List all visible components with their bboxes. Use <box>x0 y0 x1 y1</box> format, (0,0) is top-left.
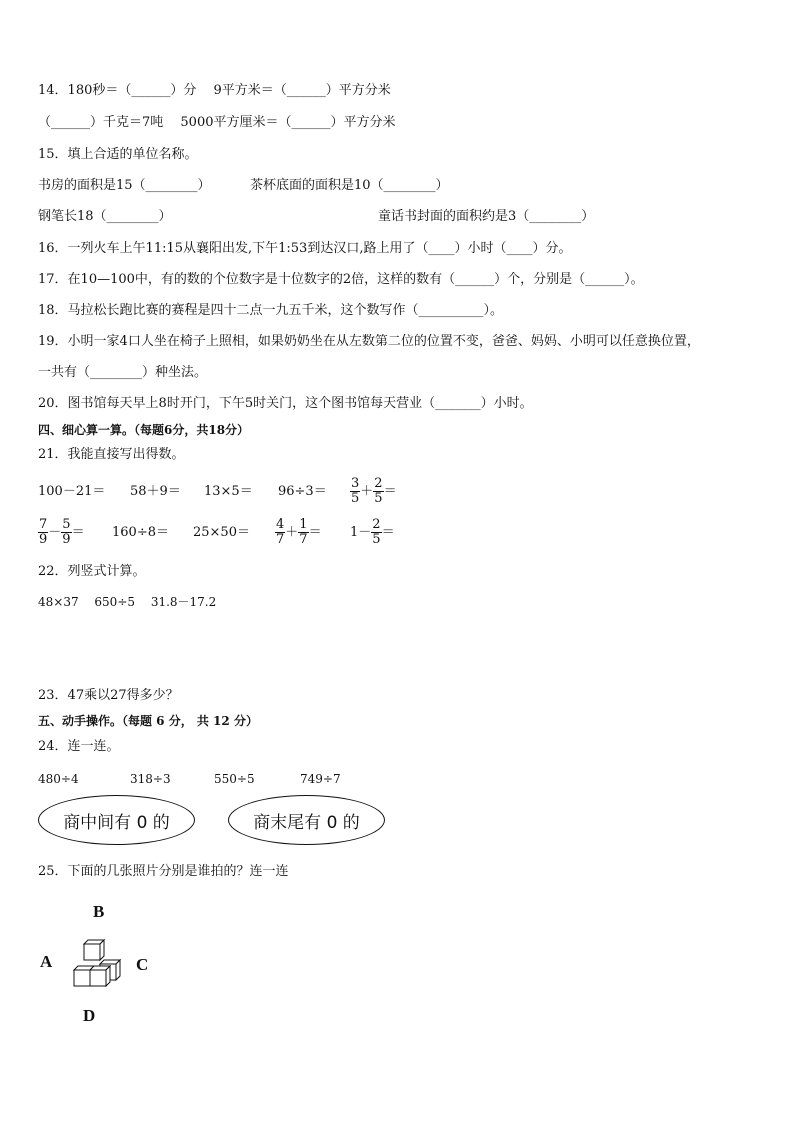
denominator: 9 <box>62 532 71 547</box>
denominator: 7 <box>299 532 308 547</box>
calc-fraction-1 <box>350 472 397 512</box>
calc-5: 160÷8＝ <box>112 525 169 540</box>
operator: － <box>48 525 62 540</box>
prefix: 1－ <box>350 525 372 540</box>
section5-heading: 五、动手操作。（每题 6 分， 共 12 分） <box>38 714 258 728</box>
ellipse-middle-zero[interactable] <box>38 795 195 845</box>
numerator: 5 <box>62 517 71 532</box>
cube-stack-figure <box>70 934 122 990</box>
calc-2: 58＋9＝ <box>130 484 181 499</box>
label-a: A <box>40 952 53 971</box>
denominator: 5 <box>374 491 383 506</box>
denominator: 7 <box>276 532 285 547</box>
equals: ＝ <box>71 525 85 540</box>
equals: ＝ <box>383 484 397 499</box>
calc-fraction-3 <box>275 513 322 553</box>
division-item-1: 480÷4 <box>38 772 79 786</box>
ellipse-label: 商中间有 0 的 <box>63 812 170 833</box>
q17-text: 17．在10—100中，有的数的个位数字是十位数字的2倍，这样的数有（______）个，分别是（______）。 <box>38 272 644 287</box>
label-d: D <box>83 1006 96 1025</box>
q15-item-b: 茶杯底面的面积是10（________） <box>250 178 449 193</box>
numerator: 2 <box>372 517 381 532</box>
denominator: 5 <box>372 532 381 547</box>
q19-line2: 一共有（________）种坐法。 <box>38 365 208 380</box>
numerator: 1 <box>299 517 308 532</box>
q14-line1: 14．180秒＝（______）分 9平方米＝（______）平方分米 <box>38 83 391 98</box>
equals: ＝ <box>308 525 322 540</box>
denominator: 5 <box>351 491 360 506</box>
q15-item-a: 书房的面积是15（________） <box>38 178 211 193</box>
division-item-2: 318÷3 <box>130 772 171 786</box>
numerator: 3 <box>351 476 360 491</box>
q22-items: 48×37 650÷5 31.8－17.2 <box>38 595 217 609</box>
q15-title: 15．填上合适的单位名称。 <box>38 147 198 162</box>
section4-heading: 四、细心算一算。（每题6分，共18分） <box>38 423 250 437</box>
q18-text: 18．马拉松长跑比赛的赛程是四十二点一九五千米，这个数写作（__________）。 <box>38 303 504 318</box>
q15-item-c: 钢笔长18（________） <box>38 209 172 224</box>
label-b: B <box>93 902 105 921</box>
operator: ＋ <box>285 525 299 540</box>
calc-4: 96÷3＝ <box>278 484 327 499</box>
ellipse-label: 商末尾有 0 的 <box>253 812 360 833</box>
numerator: 2 <box>374 476 383 491</box>
q23-text: 23．47乘以27得多少？ <box>38 688 179 703</box>
label-c: C <box>136 955 149 974</box>
q22-title: 22．列竖式计算。 <box>38 564 146 579</box>
q16-text: 16．一列火车上午11:15从襄阳出发,下午1:53到达汉口,路上用了（____）小时（____）分。 <box>38 241 572 256</box>
division-item-3: 550÷5 <box>214 772 255 786</box>
operator: ＋ <box>360 484 374 499</box>
numerator: 7 <box>39 517 48 532</box>
q15-item-d: 童话书封面的面积约是3（________） <box>378 209 595 224</box>
q19-line1: 19．小明一家4口人坐在椅子上照相，如果奶奶坐在从左数第二位的位置不变，爸爸、妈妈、小明可以任意换位置， <box>38 334 700 349</box>
calc-1: 100－21＝ <box>38 484 106 499</box>
q21-title: 21．我能直接写出得数。 <box>38 447 185 462</box>
division-item-4: 749÷7 <box>300 772 341 786</box>
q24-title: 24．连一连。 <box>38 739 120 754</box>
denominator: 9 <box>39 532 48 547</box>
equals: ＝ <box>381 525 395 540</box>
q20-text: 20．图书馆每天早上8时开门，下午5时关门，这个图书馆每天营业（_______）小时。 <box>38 396 533 411</box>
calc-fraction-4 <box>350 513 395 553</box>
calc-6: 25×50＝ <box>193 525 250 540</box>
numerator: 4 <box>276 517 285 532</box>
q14-line2: （______）千克＝7吨 5000平方厘米＝（______）平方分米 <box>38 115 396 130</box>
calc-3: 13×5＝ <box>204 484 253 499</box>
ellipse-end-zero[interactable] <box>228 795 385 845</box>
q25-title: 25．下面的几张照片分别是谁拍的？连一连 <box>38 864 289 879</box>
calc-fraction-2 <box>38 513 85 553</box>
